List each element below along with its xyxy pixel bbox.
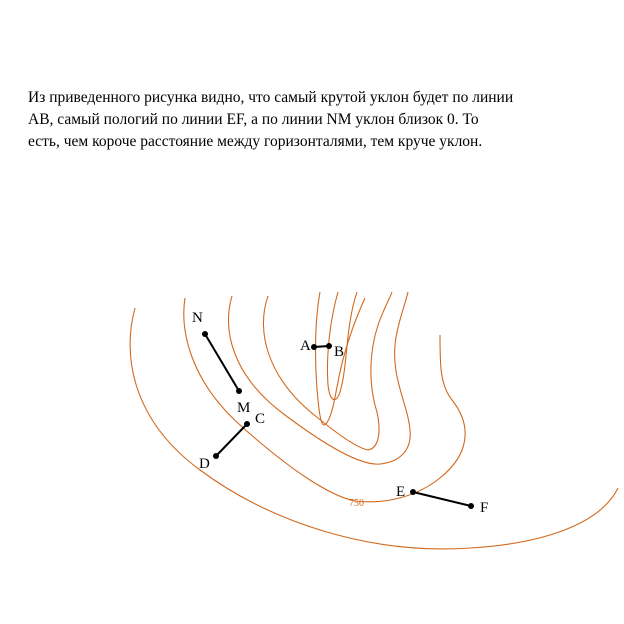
label-f: F: [480, 500, 489, 516]
point-a-marker: [311, 344, 317, 350]
segment-cd: [216, 424, 247, 456]
contour-elevation-label: 750: [349, 498, 364, 509]
caption-line-3: есть, чем короче расстояние между горизонталями, тем круче уклон.: [28, 133, 483, 150]
contour-lines: [130, 292, 618, 549]
contour-line-2: [184, 298, 465, 502]
label-m: M: [237, 400, 251, 416]
label-n: N: [192, 310, 203, 326]
caption-line-1: Из приведенного рисунка видно, что самый крутой уклон будет по линии: [28, 89, 514, 106]
label-a: A: [300, 338, 311, 354]
point-m-marker: [236, 388, 242, 394]
point-b-marker: [326, 343, 332, 349]
point-d-marker: [213, 453, 219, 459]
point-c-marker: [244, 421, 250, 427]
label-e: E: [396, 484, 406, 500]
point-e-marker: [410, 489, 416, 495]
segment-ef: [413, 492, 471, 506]
label-d: D: [199, 456, 210, 472]
label-c: C: [255, 411, 266, 427]
point-f-marker: [468, 503, 474, 509]
point-labels: [192, 310, 488, 516]
caption-line-2: АВ, самый пологий по линии EF, а по линии NM уклон близок 0. То: [28, 111, 479, 128]
label-b: B: [334, 344, 345, 360]
contour-line-1: [130, 308, 618, 549]
point-n-marker: [202, 331, 208, 337]
segment-nm: [205, 334, 239, 391]
